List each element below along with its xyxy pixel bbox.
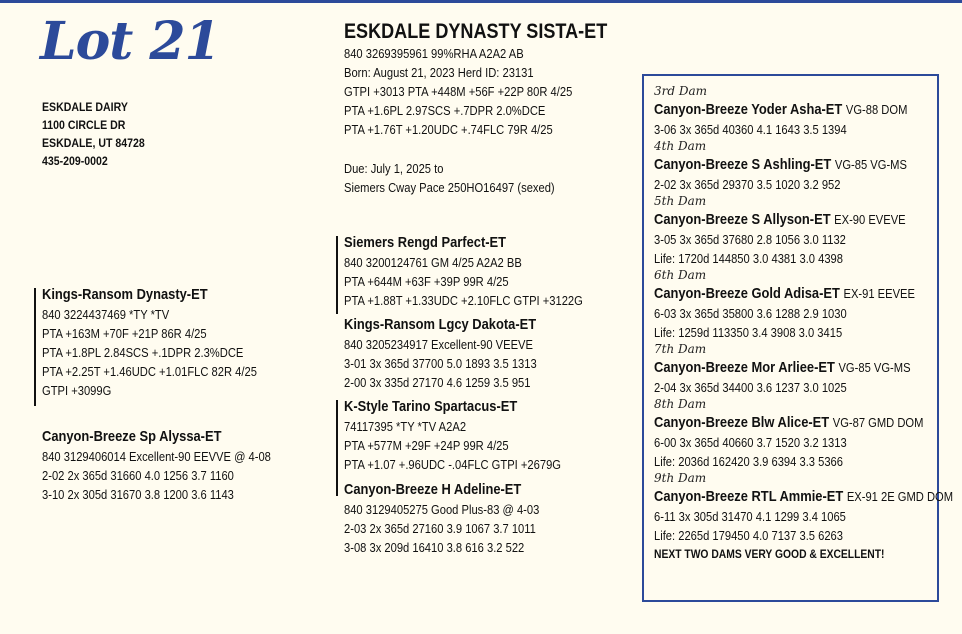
footer-note: NEXT TWO DAMS VERY GOOD & EXCELLENT! — [654, 547, 885, 561]
animal-block — [344, 20, 634, 197]
dam-name-9th: Canyon-Breeze RTL Ammie-ET EX-91 2E GMD DOM — [654, 488, 954, 505]
seller-address-line-2: ESKDALE, UT 84728 — [42, 136, 145, 150]
mgs2-bracket — [336, 400, 338, 496]
animal-id-line: 840 3269395961 99%RHA A2A2 AB — [344, 46, 524, 61]
mgs2-line: 74117395 *TY *TV A2A2 — [344, 419, 467, 434]
dam-label-3rd: 3rd Dam — [654, 84, 708, 98]
animal-name: ESKDALE DYNASTY SISTA-ET — [344, 20, 608, 43]
mgs-line: PTA +644M +63F +39P 99R 4/25 — [344, 274, 509, 289]
granddam-block — [344, 314, 634, 392]
granddam-name: Kings-Ransom Lgcy Dakota-ET — [344, 316, 537, 333]
sire-line: GTPI +3099G — [42, 383, 112, 398]
due-sire: Siemers Cway Pace 250HO16497 (sexed) — [344, 180, 555, 195]
dam-record: 6-00 3x 365d 40660 3.7 1520 3.2 1313 — [654, 435, 847, 450]
sire-name: Kings-Ransom Dynasty-ET — [42, 286, 208, 303]
dam-block — [42, 426, 322, 504]
granddam2-name: Canyon-Breeze H Adeline-ET — [344, 481, 522, 498]
seller-info — [42, 98, 222, 170]
sire-line: PTA +2.25T +1.46UDC +1.01FLC 82R 4/25 — [42, 364, 257, 379]
dam-line: 840 3129406014 Excellent-90 EEVVE @ 4-08 — [42, 449, 271, 464]
granddam2-line: 2-03 2x 365d 27160 3.9 1067 3.7 1011 — [344, 521, 536, 536]
granddam-line: 2-00 3x 335d 27170 4.6 1259 3.5 951 — [344, 375, 531, 390]
dam-lifetime-record: Life: 2036d 162420 3.9 6394 3.3 5366 — [654, 454, 843, 469]
granddam2-line: 840 3129405275 Good Plus-83 @ 4-03 — [344, 502, 540, 517]
seller-name: ESKDALE DAIRY — [42, 100, 128, 114]
sire-line: 840 3224437469 *TY *TV — [42, 307, 170, 322]
sire-line: PTA +1.8PL 2.84SCS +.1DPR 2.3%DCE — [42, 345, 244, 360]
dam-line: 2-02 2x 365d 31660 4.0 1256 3.7 1160 — [42, 468, 234, 483]
granddam2-line: 3-08 3x 209d 16410 3.8 616 3.2 522 — [344, 540, 525, 555]
mgs2-line: PTA +577M +29F +24P 99R 4/25 — [344, 438, 509, 453]
mgs-block — [344, 232, 634, 310]
dam-lifetime-record: Life: 1259d 113350 3.4 3908 3.0 3415 — [654, 325, 843, 340]
dam-record: 6-11 3x 305d 31470 4.1 1299 3.4 1065 — [654, 509, 846, 524]
mgs2-name: K-Style Tarino Spartacus-ET — [344, 398, 518, 415]
dam-name-7th: Canyon-Breeze Mor Arliee-ET VG-85 VG-MS — [654, 359, 911, 376]
animal-gtpi-line: GTPI +3013 PTA +448M +56F +22P 80R 4/25 — [344, 84, 573, 99]
animal-pta-type-line: PTA +1.76T +1.20UDC +.74FLC 79R 4/25 — [344, 122, 553, 137]
seller-address-line-1: 1100 CIRCLE DR — [42, 118, 126, 132]
dam-label-7th: 7th Dam — [654, 342, 707, 356]
top-rule — [0, 0, 962, 3]
dam-lifetime-record: Life: 2265d 179450 4.0 7137 3.5 6263 — [654, 528, 843, 543]
mgs-line: PTA +1.88T +1.33UDC +2.10FLC GTPI +3122G — [344, 293, 583, 308]
animal-pta-line: PTA +1.6PL 2.97SCS +.7DPR 2.0%DCE — [344, 103, 546, 118]
granddam-line: 3-01 3x 365d 37700 5.0 1893 3.5 1313 — [344, 356, 537, 371]
mgs-bracket — [336, 236, 338, 314]
sire-block — [42, 284, 322, 400]
dam-name-8th: Canyon-Breeze Blw Alice-ET VG-87 GMD DOM — [654, 414, 924, 431]
animal-born-line: Born: August 21, 2023 Herd ID: 23131 — [344, 65, 534, 80]
mgs2-line: PTA +1.07 +.96UDC -.04FLC GTPI +2679G — [344, 457, 561, 472]
dam-lifetime-record: Life: 1720d 144850 3.0 4381 3.0 4398 — [654, 251, 843, 266]
due-date: Due: July 1, 2025 to — [344, 161, 444, 176]
dam-name-6th: Canyon-Breeze Gold Adisa-ET EX-91 EEVEE — [654, 285, 915, 302]
dam-label-8th: 8th Dam — [654, 397, 707, 411]
dam-line: 3-10 2x 305d 31670 3.8 1200 3.6 1143 — [42, 487, 234, 502]
dam-label-5th: 5th Dam — [654, 194, 707, 208]
dam-name-3rd: Canyon-Breeze Yoder Asha-ET VG-88 DOM — [654, 101, 908, 118]
mgs2-block — [344, 396, 634, 474]
dam-label-9th: 9th Dam — [654, 471, 707, 485]
seller-phone: 435-209-0002 — [42, 154, 108, 168]
dam-record: 2-04 3x 365d 34400 3.6 1237 3.0 1025 — [654, 380, 847, 395]
dam-record: 6-03 3x 365d 35800 3.6 1288 2.9 1030 — [654, 306, 847, 321]
mgs-name: Siemers Rengd Parfect-ET — [344, 234, 507, 251]
dam-record: 3-06 3x 365d 40360 4.1 1643 3.5 1394 — [654, 122, 847, 137]
dam-name-4th: Canyon-Breeze S Ashling-ET VG-85 VG-MS — [654, 156, 907, 173]
dam-record: 2-02 3x 365d 29370 3.5 1020 3.2 952 — [654, 177, 841, 192]
lot-number: Lot 21 — [40, 11, 220, 72]
dams-list — [654, 84, 954, 564]
dam-name: Canyon-Breeze Sp Alyssa-ET — [42, 428, 222, 445]
dam-name-5th: Canyon-Breeze S Allyson-ET EX-90 EVEVE — [654, 211, 906, 228]
granddam-line: 840 3205234917 Excellent-90 VEEVE — [344, 337, 533, 352]
granddam2-block — [344, 479, 634, 557]
sire-bracket — [34, 288, 36, 406]
dam-record: 3-05 3x 365d 37680 2.8 1056 3.0 1132 — [654, 232, 846, 247]
sire-line: PTA +163M +70F +21P 86R 4/25 — [42, 326, 207, 341]
dam-label-6th: 6th Dam — [654, 268, 707, 282]
dam-label-4th: 4th Dam — [654, 139, 707, 153]
mgs-line: 840 3200124761 GM 4/25 A2A2 BB — [344, 255, 522, 270]
